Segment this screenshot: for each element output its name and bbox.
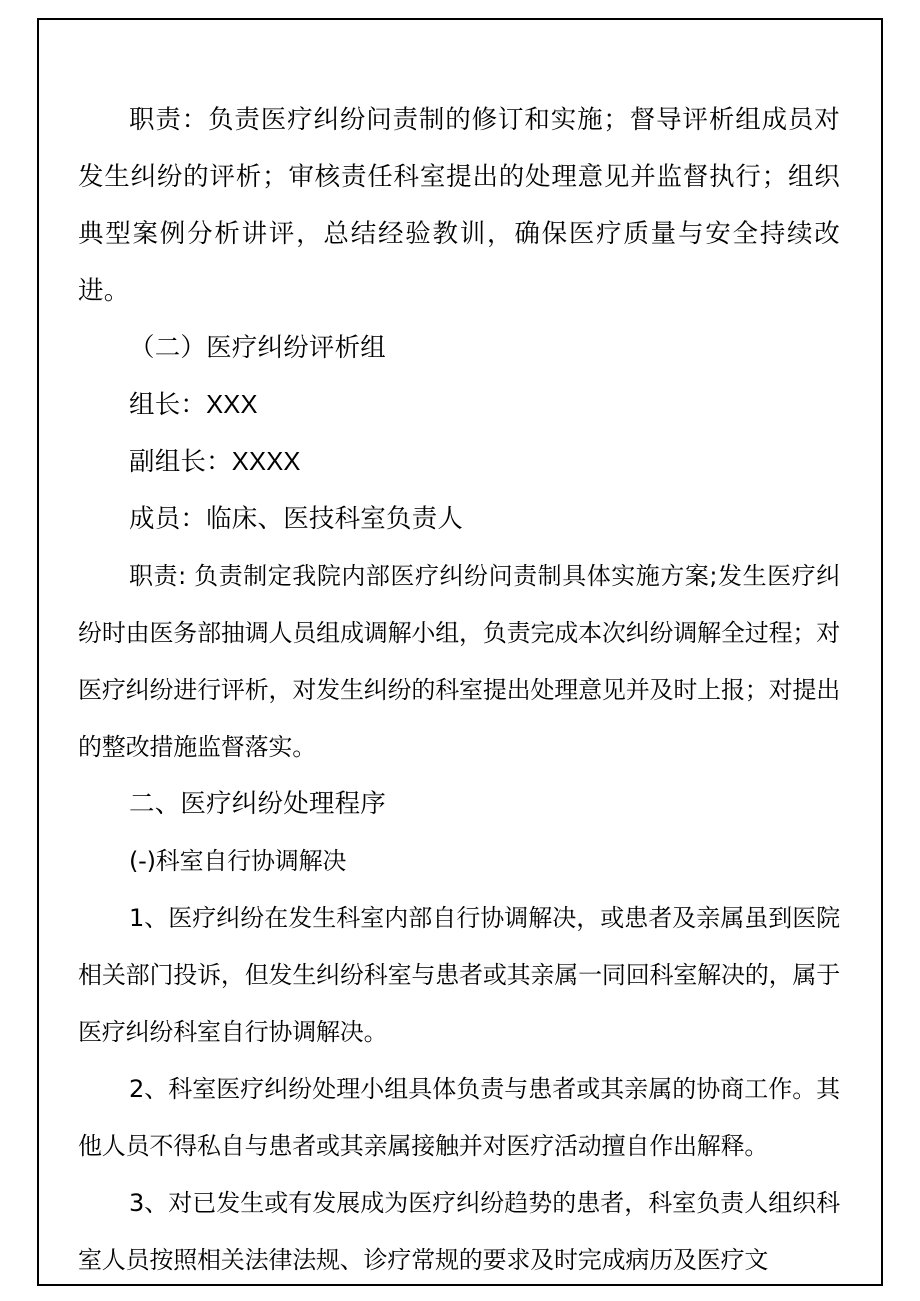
paragraph-group-leader: 组长：XXX xyxy=(129,391,258,419)
document-body xyxy=(78,92,840,1289)
paragraph-item-3: 3、对已发生或有发展成为医疗纠纷趋势的患者，科室负责人组织科室人员按照相关法律法规、诊疗常规的要求及时完成病历及医疗文 xyxy=(78,1189,840,1274)
paragraph-members: 成员：临床、医技科室负责人 xyxy=(129,505,464,533)
paragraph-item-2: 2、科室医疗纠纷处理小组具体负责与患者或其亲属的协商工作。其他人员不得私自与患者或其亲属接触并对医疗活动擅自作出解释。 xyxy=(78,1075,840,1160)
paragraph-subsection-one-heading: (-)科室自行协调解决 xyxy=(129,847,347,875)
paragraph-duty-accountability: 职责：负责医疗纠纷问责制的修订和实施；督导评析组成员对发生纠纷的评析；审核责任科室提出的处理意见并监督执行；组织典型案例分析讲评，总结经验教训，确保医疗质量与安全持续改进。 xyxy=(78,106,840,305)
paragraph-deputy-group-leader: 副组长：XXXX xyxy=(129,448,301,476)
paragraph-section-two-heading: （二）医疗纠纷评析组 xyxy=(129,334,387,362)
paragraph-item-1: 1、医疗纠纷在发生科室内部自行协调解决，或患者及亲属虽到医院相关部门投诉，但发生纠纷科室与患者或其亲属一同回科室解决的，属于医疗纠纷科室自行协调解决。 xyxy=(78,904,840,1046)
paragraph-chapter-two-heading: 二、医疗纠纷处理程序 xyxy=(129,790,387,818)
paragraph-duty-review-group: 职责: 负责制定我院内部医疗纠纷问责制具体实施方案;发生医疗纠纷时由医务部抽调人员组成调解小组，负责完成本次纠纷调解全过程；对医疗纠纷进行评析，对发生纠纷的科室提出处理意见并及时上报；对提出的整改措施监督落实。 xyxy=(78,562,840,761)
